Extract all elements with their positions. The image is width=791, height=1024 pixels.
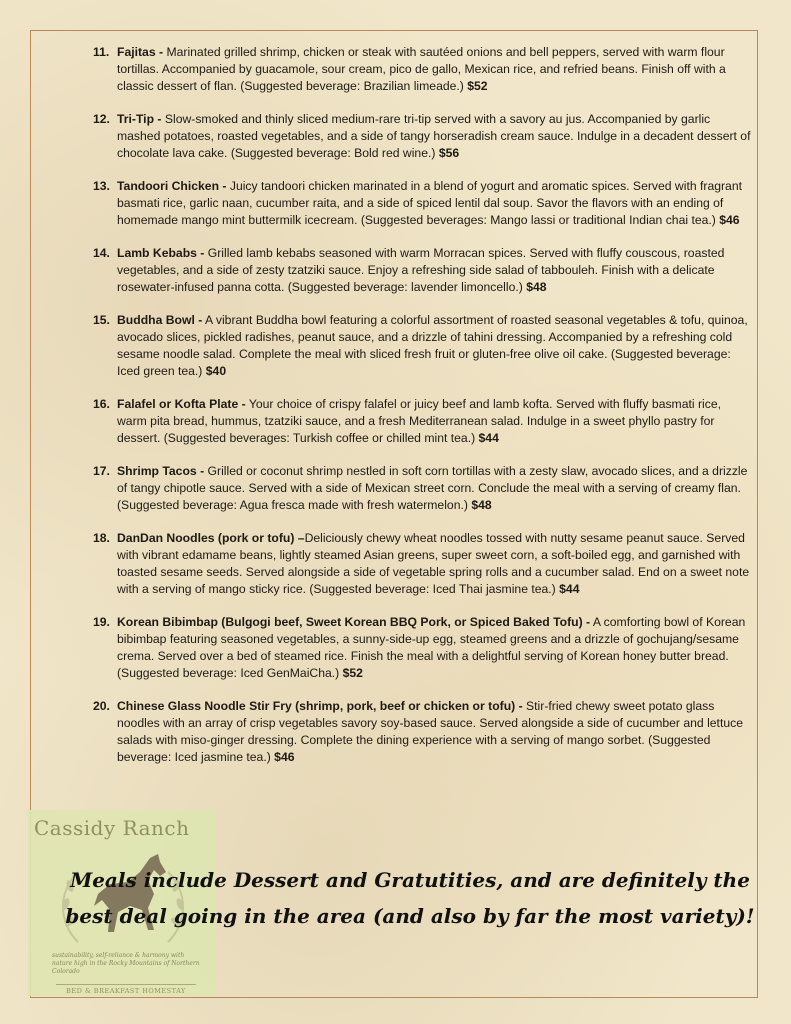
item-number: 19. (93, 615, 110, 629)
item-price: $46 (719, 213, 740, 227)
item-description: Grilled or coconut shrimp nestled in soft corn tortillas with a zesty slaw, avocado slices, and a drizzle of tangy chipotle sauce. Served with a side of Mexican street corn. Conclude the meal with a serving of creamy flan. (Suggested beverage: Agua fresca made with fresh watermelon.) (117, 464, 748, 512)
item-title: Falafel or Kofta Plate - (117, 397, 246, 411)
menu-item (93, 312, 753, 380)
closing-note: Meals include Dessert and Gratutities, and are definitely the best deal going in the area (and also by far the most variety)! (65, 868, 755, 928)
item-number: 18. (93, 531, 110, 545)
item-number: 20. (93, 699, 110, 713)
item-price: $48 (471, 498, 492, 512)
item-number: 11. (93, 45, 110, 59)
item-price: $52 (342, 666, 363, 680)
menu-list (93, 44, 753, 782)
item-description: A vibrant Buddha bowl featuring a colorful assortment of roasted seasonal vegetables & tofu, quinoa, avocado slices, pickled radishes, peanut sauce, and a drizzle of tahini dressing. Accompanied by a refreshing cold sesame noodle salad. Complete the meal with sliced fresh fruit or gluten-free olive oil cake. (Suggested beverage: Iced green tea.) (117, 313, 748, 378)
item-description: Stir-fried chewy sweet potato glass noodles with an array of crisp vegetables savory soy-based sauce. Served alongside a side of cucumber and lettuce salads with miso-ginger dressing. Complete the dining experience with a serving of mango sorbet. (Suggested beverage: Iced jasmine tea.) (117, 699, 743, 764)
item-description: A comforting bowl of Korean bibimbap featuring seasoned vegetables, a sunny-side-up egg, steamed greens and a drizzle of gochujang/sesame crema. Served over a bed of steamed rice. Finish the meal with a delightful serving of Korean honey butter bread. (Suggested beverage: Iced GenMaiCha.) (117, 615, 746, 680)
menu-item (93, 178, 753, 229)
logo-subtitle: BED & BREAKFAST HOMESTAY (56, 984, 196, 995)
item-title: Fajitas - (117, 45, 164, 59)
item-description: Deliciously chewy wheat noodles tossed with nutty sesame peanut sauce. Served with vibrant edamame beans, lightly steamed Asian greens, super sweet corn, a soft-boiled egg, and garnished with toasted sesame seeds. Served alongside a side of vegetable spring rolls and a cucumber salad. End on a sweet note with a serving of mango sticky rice. (Suggested beverage: Iced Thai jasmine tea.) (117, 531, 750, 596)
item-title: Lamb Kebabs - (117, 246, 205, 260)
item-number: 17. (93, 464, 110, 478)
menu-item (93, 111, 753, 162)
logo-title: Cassidy Ranch (34, 816, 190, 840)
item-price: $52 (467, 79, 488, 93)
item-description: Juicy tandoori chicken marinated in a blend of yogurt and aromatic spices. Served with fragrant basmati rice, garlic naan, cucumber raita, and a side of spiced lentil dal soup. Savor the flavors with an ending of homemade mango mint buttermilk icecream. (Suggested beverages: Mango lassi or traditional Indian chai tea.) (117, 179, 742, 227)
item-description: Your choice of crispy falafel or juicy beef and lamb kofta. Served with fluffy basmati rice, warm pita bread, hummus, tzatziki sauce, and a fresh Mediterranean salad. Indulge in a sweet phyllo pastry for dessert. (Suggested beverages: Turkish coffee or chilled mint tea.) (117, 397, 721, 445)
item-price: $40 (205, 364, 227, 378)
menu-item (93, 530, 753, 598)
item-number: 15. (93, 313, 110, 327)
item-title: Tandoori Chicken - (117, 179, 227, 193)
item-title: Shrimp Tacos - (117, 464, 205, 478)
item-title: DanDan Noodles (pork or tofu) – (117, 531, 305, 545)
item-number: 13. (93, 179, 110, 193)
item-description: Marinated grilled shrimp, chicken or steak with sautéed onions and bell peppers, served with warm flour tortillas. Accompanied by guacamole, sour cream, pico de gallo, Mexican rice, and refried beans. Finish off with a classic dessert of flan. (Suggested beverage: Brazilian limeade.) (117, 45, 726, 93)
item-number: 16. (93, 397, 110, 411)
item-title: Chinese Glass Noodle Stir Fry (shrimp, pork, beef or chicken or tofu) - (117, 699, 523, 713)
menu-item (93, 396, 753, 447)
item-title: Korean Bibimbap (Bulgogi beef, Sweet Korean BBQ Pork, or Spiced Baked Tofu) - (117, 615, 591, 629)
item-price: $44 (478, 431, 499, 445)
item-price: $46 (274, 750, 295, 764)
item-price: $48 (526, 280, 547, 294)
item-price: $44 (559, 582, 580, 596)
item-title: Tri-Tip - (117, 112, 162, 126)
item-title: Buddha Bowl - (117, 313, 203, 327)
menu-item (93, 44, 753, 95)
menu-item (93, 698, 753, 766)
item-price: $56 (438, 146, 460, 160)
logo-tagline: sustainability, self-reliance & harmony with nature high in the Rocky Mountains of Northern Colorado (52, 952, 200, 975)
item-number: 12. (93, 112, 110, 126)
item-description: Slow-smoked and thinly sliced medium-rare tri-tip served with a savory au jus. Accompanied by garlic mashed potatoes, roasted vegetables, and a side of tangy horseradish cream sauce. Indulge in a decadent dessert of chocolate lava cake. (Suggested beverage: Bold red wine.) (117, 112, 751, 160)
menu-item (93, 614, 753, 682)
menu-item (93, 245, 753, 296)
item-description: Grilled lamb kebabs seasoned with warm Morracan spices. Served with fluffy couscous, roasted vegetables, and a side of zesty tzatziki sauce. Enjoy a refreshing side salad of tabbouleh. Finish with a delicate rosewater-infused panna cotta. (Suggested beverage: lavender limoncello.) (117, 246, 725, 294)
item-number: 14. (93, 246, 110, 260)
menu-item (93, 463, 753, 514)
